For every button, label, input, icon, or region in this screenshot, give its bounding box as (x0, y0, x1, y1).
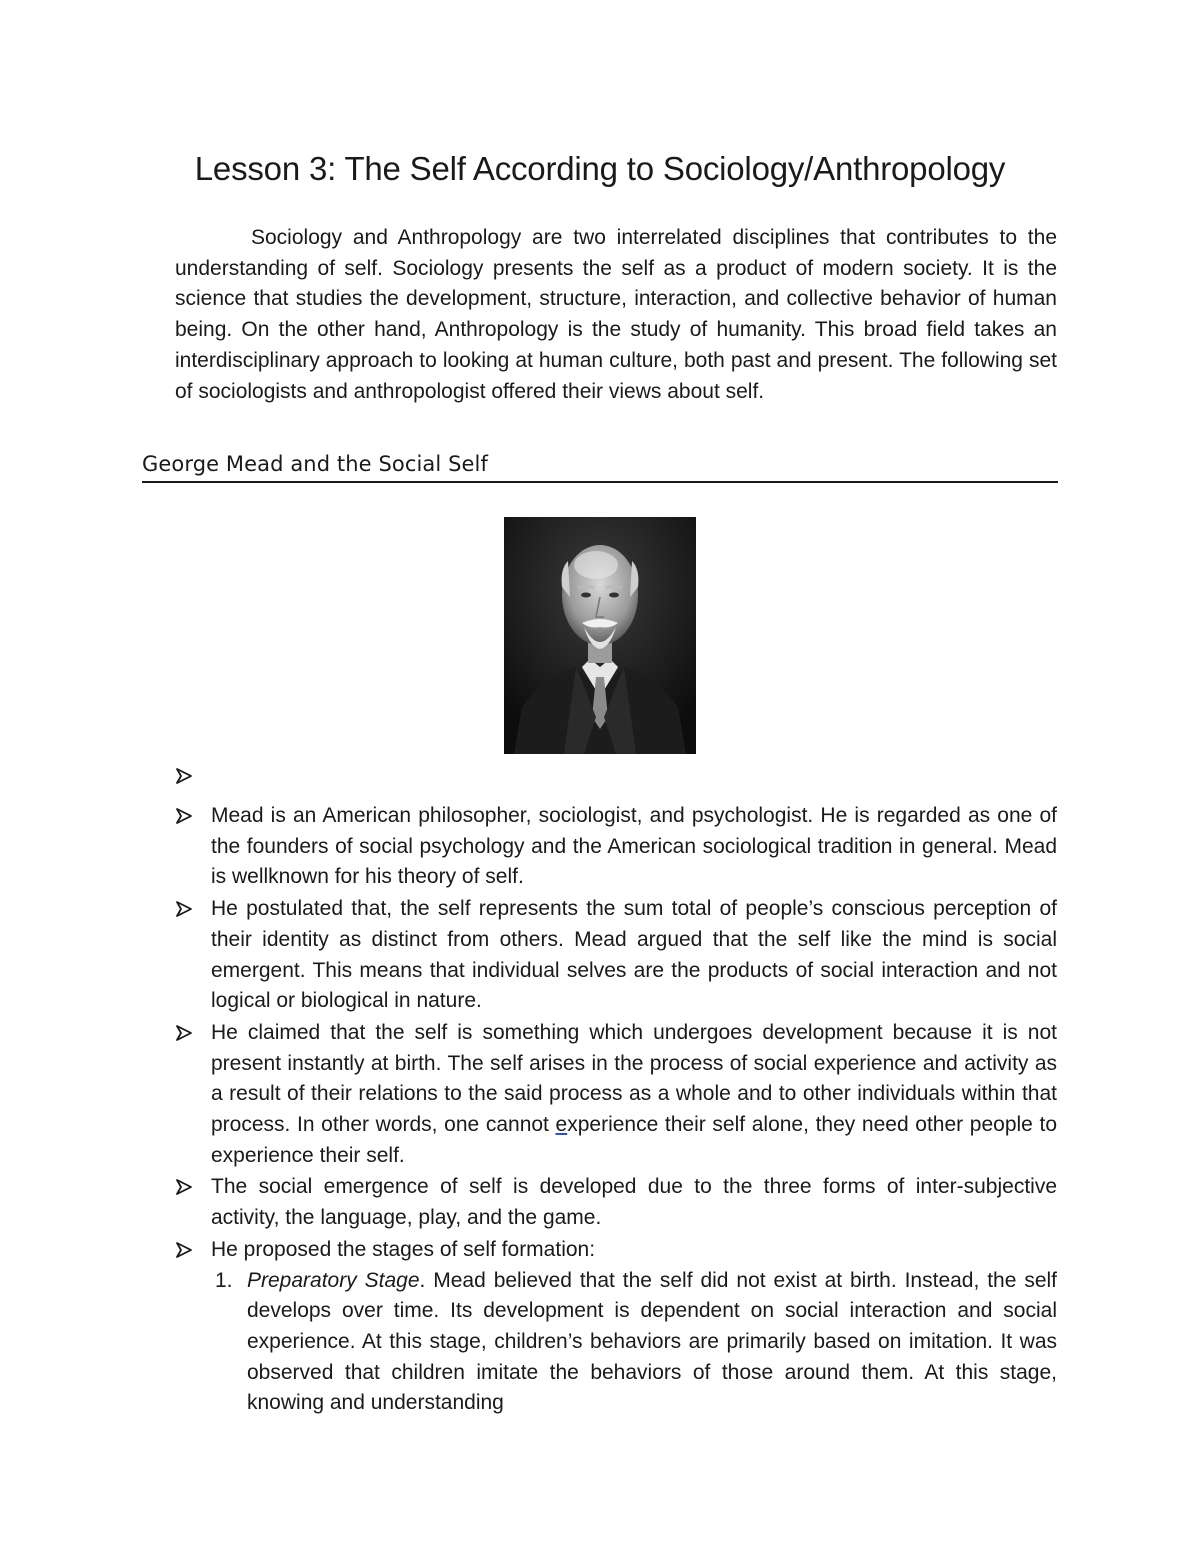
arrow-bullet-icon (175, 767, 193, 785)
bullet-list (175, 761, 1057, 1420)
arrow-bullet-icon (175, 1024, 193, 1042)
bullet-text: He postulated that, the self represents the sum total of people’s conscious perception of their identity as distinct from others. Mead argued that the self like the mind is social emergent. This means that individual selves are the products of social interaction and not logical or biological in nature. (211, 897, 1057, 1013)
bullet-item (175, 801, 1057, 893)
bullet-text: The social emergence of self is developed due to the three forms of inter-subjective activity, the language, play, and the game. (211, 1175, 1057, 1230)
arrow-bullet-icon (175, 807, 193, 825)
stage-list (211, 1266, 1057, 1420)
bullet-text: He claimed that the self is something which undergoes development because it is not present instantly at birth. The self arises in the process of social experience and activity as a result of their relations to the said process as a whole and to other individuals within that process. In other words, one cannot (211, 1020, 1057, 1137)
stage-number: 1. (215, 1268, 233, 1292)
arrow-bullet-icon (175, 1178, 193, 1196)
arrow-bullet-icon (175, 1241, 193, 1259)
bullet-text: Mead is an American philosopher, sociologist, and psychologist. He is regarded as one of the founders of social psychology and the American sociological tradition in general. Mead is wellknown for his theory of self. (211, 804, 1057, 889)
hyperlink-mark[interactable]: e (555, 1113, 568, 1137)
page-title: Lesson 3: The Self According to Sociology/Anthropology (194, 150, 1006, 187)
section-heading: George Mead and the Social Self (142, 452, 1058, 483)
bullet-item-empty (175, 761, 1057, 791)
bullet-item (175, 1172, 1057, 1233)
stage-name: Preparatory Stage (247, 1268, 420, 1292)
stage-item (211, 1266, 1057, 1420)
bullet-text: He proposed the stages of self formation: (211, 1237, 596, 1261)
stage-text: . Mead believed that the self did not exist at birth. Instead, the self develops over time. Its development is dependent on social interaction and social experience. At this stage, children’s behaviors are primarily based on imitation. It was observed that children imitate the behaviors of those around them. At this stage, knowing and understanding (247, 1268, 1058, 1415)
portrait-photo (504, 517, 696, 754)
intro-paragraph: Sociology and Anthropology are two interrelated disciplines that contributes to the understanding of self. Sociology presents the self as a product of modern society. It is the science that studies the development, structure, interaction, and collective behavior of human being. On the other hand, Anthropology is the study of humanity. This broad field takes an interdisciplinary approach to looking at human culture, both past and present. The following set of sociologists and anthropologist offered their views about self. (175, 226, 1057, 403)
bullet-item (175, 894, 1057, 1017)
arrow-bullet-icon (175, 900, 193, 918)
bullet-item (175, 1235, 1057, 1419)
bullet-item (175, 1018, 1057, 1172)
bullet-text-continued: xperience their self alone, they need other people to experience their self. (211, 1113, 1057, 1167)
